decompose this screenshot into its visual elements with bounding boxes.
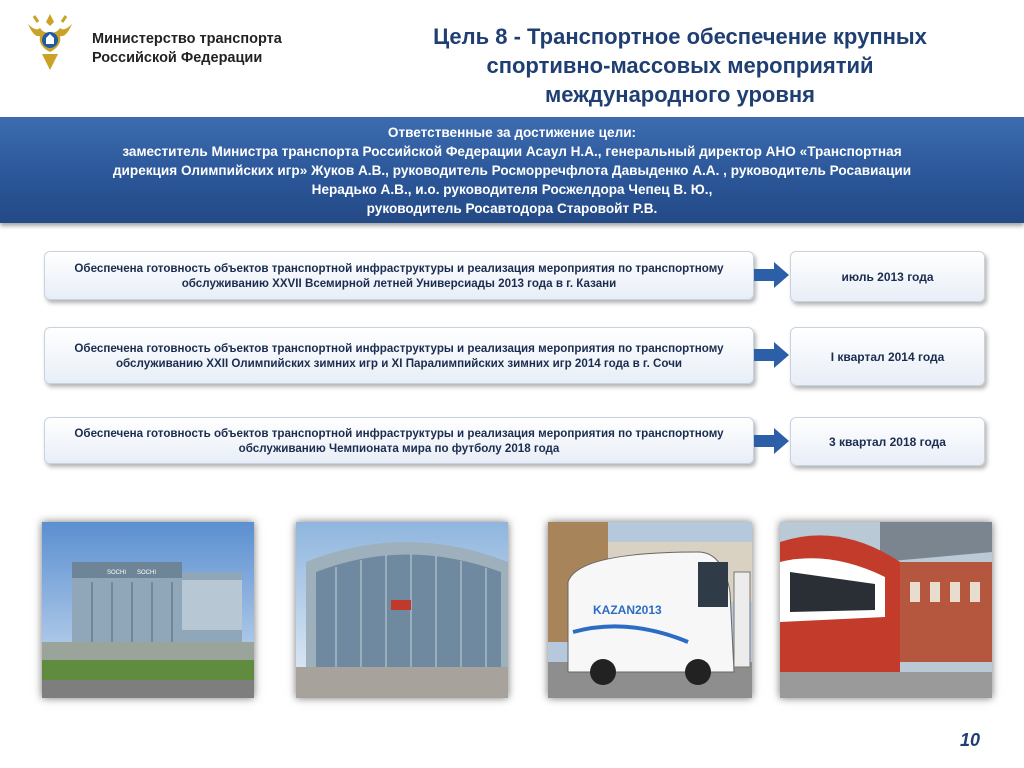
photo-kazan-buses	[548, 522, 752, 698]
ministry-name	[92, 30, 282, 68]
responsible-banner	[0, 117, 1024, 223]
title-line-3: международного уровня	[545, 82, 815, 107]
slide-title	[360, 22, 1000, 109]
date-box-sochi: I квартал 2014 года	[790, 327, 985, 386]
right-arrow-icon	[754, 341, 790, 369]
photo-sochi-airport	[42, 522, 254, 698]
goal-box-sochi: Обеспечена готовность объектов транспортной инфраструктуры и реализация мероприятия по транспортному обслуживанию XXII Олимпийских зимних игр и XI Паралимпийских зимних игр 2014 года в г. Сочи	[44, 327, 754, 384]
page-number: 10	[960, 730, 981, 750]
goal-box-worldcup: Обеспечена готовность объектов транспортной инфраструктуры и реализация мероприятия по транспортному обслуживанию Чемпионата мира по футболу 2018 года	[44, 417, 754, 464]
ministry-line-1: Министерство транспорта	[92, 31, 282, 47]
date-box-universiade: июль 2013 года	[790, 251, 985, 302]
coat-of-arms-emblem	[20, 8, 80, 74]
right-arrow-icon	[754, 261, 790, 289]
right-arrow-icon	[754, 427, 790, 455]
responsible-line-1: заместитель Министра транспорта Российской Федерации Асаул Н.А., генеральный директор АНО «Транспортная	[122, 144, 902, 159]
photo-train-station	[780, 522, 992, 698]
date-box-worldcup: 3 квартал 2018 года	[790, 417, 985, 466]
responsible-line-4: руководитель Росавтодора Старовойт Р.В.	[366, 201, 658, 216]
photo-sochi-station	[296, 522, 508, 698]
sign-sochi-1: SOCHI	[107, 570, 127, 576]
sign-sochi-2: SOCHI	[137, 570, 157, 576]
slide-header	[0, 0, 1024, 115]
title-line-2: спортивно-массовых мероприятий	[486, 53, 874, 78]
responsible-line-3: Нерадько А.В., и.о. руководителя Росжелдора Чепец В. Ю.,	[311, 182, 713, 197]
responsible-heading: Ответственные за достижение цели:	[387, 125, 637, 140]
responsible-line-2: дирекция Олимпийских игр» Жуков А.В., руководитель Росморречфлота Давыденко А.А. , руководитель Росавиации	[112, 163, 912, 178]
ministry-line-2: Российской Федерации	[92, 50, 263, 66]
title-line-1: Цель 8 - Транспортное обеспечение крупных	[433, 24, 927, 49]
bus-kazan-label: KAZAN2013	[593, 603, 662, 617]
goal-box-universiade: Обеспечена готовность объектов транспортной инфраструктуры и реализация мероприятия по транспортному обслуживанию XXVII Всемирной летней Универсиады 2013 года в г. Казани	[44, 251, 754, 300]
